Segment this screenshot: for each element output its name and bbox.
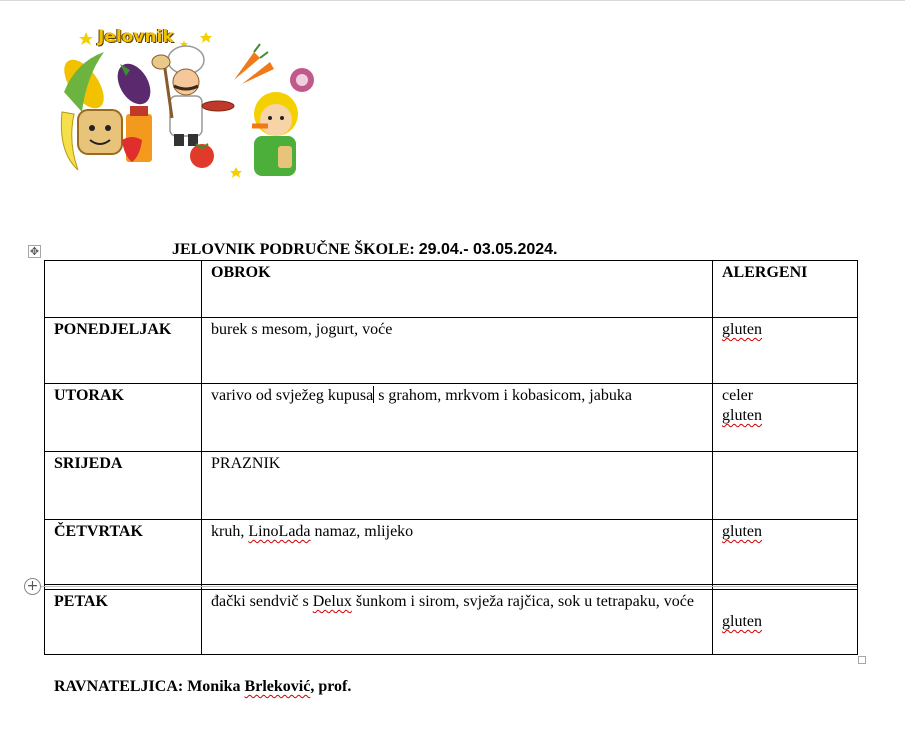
- insert-row-guide: [41, 586, 857, 587]
- table-row: [45, 452, 858, 520]
- meal-text-part: kruh,: [211, 523, 249, 540]
- food-illustration-icon: [56, 22, 322, 178]
- meal-cell[interactable]: burek s mesom, jogurt, voće: [202, 318, 713, 384]
- page-top-border: [0, 0, 905, 1]
- day-cell[interactable]: UTORAK: [45, 384, 202, 452]
- allergens-cell[interactable]: [713, 318, 858, 384]
- meal-cell[interactable]: PRAZNIK: [202, 452, 713, 520]
- allergen-item: gluten: [722, 321, 762, 338]
- logo-wordmark: Jelovnik: [98, 27, 174, 47]
- table-row: [45, 384, 858, 452]
- table-header-row: [45, 261, 858, 318]
- meal-text-part: đački sendvič s: [211, 593, 313, 610]
- meal-text-part: Delux: [312, 593, 352, 610]
- footer-suffix: , prof.: [310, 678, 352, 695]
- table-row: [45, 318, 858, 384]
- allergen-item: gluten: [722, 407, 762, 424]
- allergens-cell[interactable]: [713, 590, 858, 655]
- menu-table: [44, 260, 858, 655]
- meal-text-part: s grahom, mrkvom i kobasicom, jabuka: [374, 387, 632, 404]
- footer-prefix: RAVNATELJICA: Monika: [54, 678, 245, 695]
- allergen-item: gluten: [722, 523, 762, 540]
- day-cell[interactable]: PETAK: [45, 590, 202, 655]
- meal-cell[interactable]: [202, 590, 713, 655]
- header-day-cell[interactable]: [45, 261, 202, 318]
- day-cell[interactable]: ČETVRTAK: [45, 520, 202, 585]
- meal-cell[interactable]: [202, 384, 713, 452]
- table-move-handle-icon[interactable]: ✥: [29, 245, 40, 258]
- title-dates: 29.04.- 03.05.2024.: [418, 241, 558, 258]
- allergens-cell[interactable]: [713, 520, 858, 585]
- add-row-plus-icon[interactable]: +: [24, 578, 41, 595]
- table-row: [45, 590, 858, 655]
- allergen-item: gluten: [722, 613, 762, 630]
- day-cell[interactable]: SRIJEDA: [45, 452, 202, 520]
- table-resize-handle-icon[interactable]: [858, 656, 866, 664]
- jelovnik-logo: [56, 22, 322, 178]
- header-meal-cell[interactable]: OBROK: [202, 261, 713, 318]
- allergens-cell[interactable]: [713, 384, 858, 452]
- title-prefix: JELOVNIK PODRUČNE ŠKOLE:: [172, 241, 419, 258]
- header-allergens-cell[interactable]: ALERGENI: [713, 261, 858, 318]
- meal-cell[interactable]: [202, 520, 713, 585]
- meal-text-part: šunkom i sirom, svježa rajčica, sok u tetrapaku, voće: [351, 593, 694, 610]
- allergen-item: celer: [722, 387, 754, 404]
- meal-text-part: varivo od svježeg kupusa: [211, 387, 374, 404]
- meal-text-part: namaz, mlijeko: [310, 523, 414, 540]
- day-cell[interactable]: PONEDJELJAK: [45, 318, 202, 384]
- allergens-cell[interactable]: [713, 452, 858, 520]
- meal-text-part: LinoLada: [248, 523, 311, 540]
- footer-name: Brleković: [244, 678, 311, 695]
- signature-line: [54, 678, 351, 696]
- page-title: [172, 241, 557, 259]
- table-row: [45, 520, 858, 585]
